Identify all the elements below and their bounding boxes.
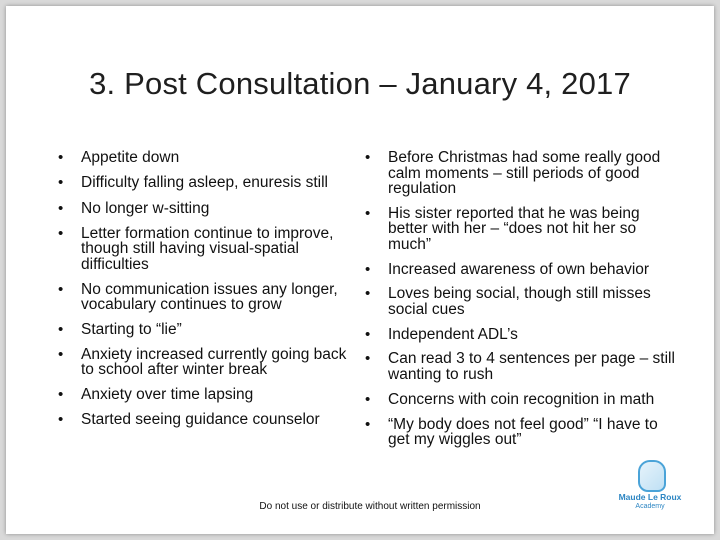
list-item: • No longer w-sitting <box>58 201 348 217</box>
logo-name: Maude Le Roux <box>618 492 682 502</box>
list-item: • Before Christmas had some really good calm moments – still periods of good regulation <box>365 150 675 197</box>
head-silhouette-icon <box>638 460 666 492</box>
list-item: • Independent ADL’s <box>365 327 675 343</box>
list-item: • No communication issues any longer, vocabulary continues to grow <box>58 282 348 313</box>
list-item: • Anxiety increased currently going back to school after winter break <box>58 347 348 378</box>
list-item: • Appetite down <box>58 150 348 166</box>
list-item: • Difficulty falling asleep, enuresis still <box>58 175 348 191</box>
right-bullet-list <box>365 150 675 457</box>
list-item: • “My body does not feel good” “I have to get my wiggles out” <box>365 417 675 448</box>
slide-title: 3. Post Consultation – January 4, 2017 <box>89 66 631 101</box>
list-item: • Anxiety over time lapsing <box>58 387 348 403</box>
list-item: • Concerns with coin recognition in math <box>365 392 675 408</box>
list-item: • Started seeing guidance counselor <box>58 412 348 428</box>
list-item: • Letter formation continue to improve, though still having visual-spatial difficulties <box>58 226 348 273</box>
slide <box>6 6 714 534</box>
list-item: • His sister reported that he was being better with her – “does not hit her so much” <box>365 206 675 253</box>
left-bullet-list <box>58 150 348 437</box>
footer-notice: Do not use or distribute without written permission <box>259 501 481 512</box>
list-item: • Starting to “lie” <box>58 322 348 338</box>
list-item: • Can read 3 to 4 sentences per page – still wanting to rush <box>365 351 675 382</box>
logo-subtitle: Academy <box>635 503 665 510</box>
list-item: • Loves being social, though still misses social cues <box>365 286 675 317</box>
list-item: • Increased awareness of own behavior <box>365 262 675 278</box>
